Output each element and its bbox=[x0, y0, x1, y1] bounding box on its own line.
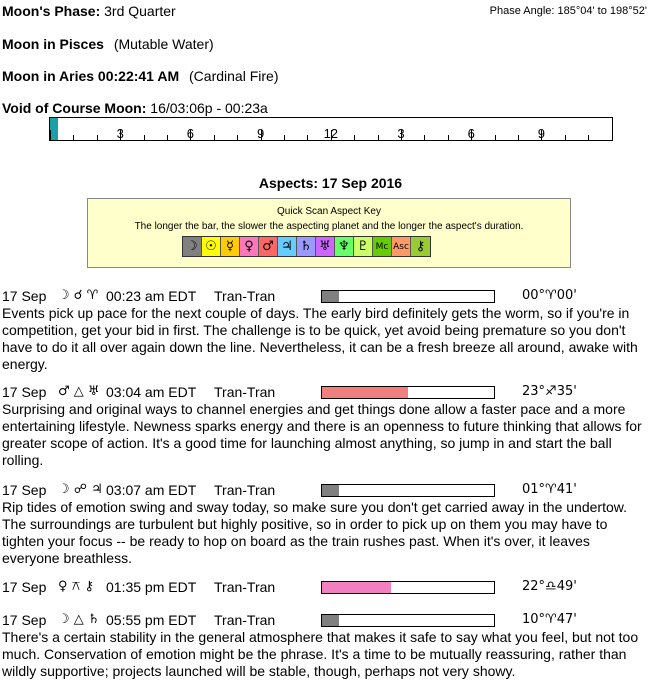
aspect-duration-bar bbox=[321, 290, 495, 303]
aspect-position: 10°♈47' bbox=[522, 612, 577, 627]
moon-phase-value: 3rd Quarter bbox=[104, 3, 176, 19]
aspect-duration-bar bbox=[321, 614, 495, 627]
aspect-glyphs: ☽ ☌ ♈ bbox=[58, 288, 99, 303]
voc-label: Void of Course Moon: bbox=[2, 100, 147, 116]
aspect-entry bbox=[0, 579, 661, 596]
aspect-entry bbox=[0, 288, 661, 373]
moon-phase-label: Moon's Phase: bbox=[2, 3, 101, 19]
aspect-duration-fill bbox=[322, 485, 339, 496]
aspect-date: 17 Sep bbox=[2, 612, 47, 628]
moon-sign-line-1 bbox=[2, 36, 214, 52]
aspect-type: Tran-Tran bbox=[214, 482, 276, 498]
timeline-tick bbox=[50, 130, 51, 140]
moon-sign-line-2 bbox=[2, 68, 278, 84]
aspect-key-box bbox=[87, 198, 571, 268]
moon-sign-2-value: (Cardinal Fire) bbox=[189, 68, 279, 84]
timeline-label: 6 bbox=[467, 126, 475, 141]
aspect-type: Tran-Tran bbox=[214, 579, 276, 595]
aspect-time: 01:35 pm EDT bbox=[106, 579, 197, 595]
timeline-tick bbox=[424, 135, 425, 140]
aspect-type: Tran-Tran bbox=[214, 612, 276, 628]
aspect-date: 17 Sep bbox=[2, 482, 47, 498]
moon-phase-line bbox=[2, 3, 176, 19]
aspect-entry bbox=[0, 482, 661, 567]
timeline-label: 3 bbox=[397, 126, 405, 141]
aspect-date: 17 Sep bbox=[2, 579, 47, 595]
timeline-tick bbox=[307, 135, 308, 140]
jupiter-glyph: ♃ bbox=[278, 237, 297, 256]
aspect-duration-bar bbox=[321, 386, 495, 399]
aspect-row bbox=[0, 384, 661, 401]
aspect-row bbox=[0, 288, 661, 305]
aspect-description: Surprising and original ways to channel energies and get things done allow a faster pace and a more entertaining lifestyle. Newness sparks energy and there is an openness to future thinking that allows for greater scope of action. It's a good time for launching almost anything, so jump in and start the ball rolling. bbox=[2, 401, 642, 468]
aspect-date: 17 Sep bbox=[2, 288, 47, 304]
aspect-position: 22°♎49' bbox=[522, 579, 577, 594]
timeline-tick bbox=[214, 135, 215, 140]
aspect-time: 03:07 am EDT bbox=[106, 482, 197, 498]
timeline-label: 9 bbox=[256, 126, 265, 141]
aspect-glyphs: ♂ △ ♅ bbox=[58, 384, 100, 399]
aspect-row bbox=[0, 579, 661, 596]
void-of-course-line bbox=[2, 100, 268, 116]
timeline-tick bbox=[73, 135, 74, 140]
timeline-tick bbox=[588, 135, 589, 140]
timeline-tick bbox=[378, 135, 379, 140]
aspect-date: 17 Sep bbox=[2, 384, 47, 400]
aspect-description: Rip tides of emotion swing and sway today, so make sure you don't get carried away in the undertow. The surroundings are turbulent but highly positive, so in order to pick up on them you may have to tighten your focus -- be ready to hop on board as the train rushes past. When it's over, it leaves everyone breathless. bbox=[2, 499, 627, 566]
timeline-label: 12 bbox=[323, 126, 339, 141]
mercury-glyph: ☿ bbox=[221, 237, 240, 256]
aspect-entry bbox=[0, 612, 661, 680]
timeline-tick bbox=[284, 135, 285, 140]
aspect-position: 23°♐35' bbox=[522, 384, 577, 399]
uranus-glyph: ♅ bbox=[316, 237, 335, 256]
timeline-tick bbox=[495, 135, 496, 140]
aspect-row bbox=[0, 482, 661, 499]
sun-glyph: ☉ bbox=[202, 237, 221, 256]
aspect-key-title: Quick Scan Aspect Key bbox=[277, 206, 381, 217]
moon-sign-1-label: Moon in Pisces bbox=[2, 36, 104, 52]
aspect-type: Tran-Tran bbox=[214, 384, 276, 400]
aspect-row bbox=[0, 612, 661, 629]
timeline-tick bbox=[97, 135, 98, 140]
aspect-duration-fill bbox=[322, 615, 339, 626]
aspect-glyphs: ☽ ☍ ♃ bbox=[58, 482, 103, 497]
moon-glyph: ☽ bbox=[183, 237, 202, 256]
voc-value: 16/03:06p - 00:23a bbox=[150, 100, 268, 116]
aspect-type: Tran-Tran bbox=[214, 288, 276, 304]
aspect-time: 00:23 am EDT bbox=[106, 288, 197, 304]
timeline-label: 6 bbox=[186, 126, 195, 141]
venus-glyph: ♀ bbox=[240, 237, 259, 256]
mars-glyph: ♂ bbox=[259, 237, 278, 256]
neptune-glyph: ♆ bbox=[335, 237, 354, 256]
aspect-duration-fill bbox=[322, 291, 339, 302]
aspect-duration-fill bbox=[322, 582, 391, 593]
aspect-key-description: The longer the bar, the slower the aspecting planet and the longer the aspect's duration. bbox=[134, 221, 524, 232]
ascendant-glyph: Asc bbox=[392, 237, 411, 256]
void-of-course-timeline bbox=[49, 117, 613, 141]
aspect-duration-fill bbox=[322, 387, 408, 398]
moon-sign-2-label: Moon in Aries 00:22:41 AM bbox=[2, 68, 180, 84]
aspect-description: There's a certain stability in the general atmosphere that makes it safe to say what you feel, but not too much. Conservation of emotion might be the phrase. It's a time to be mutually reassuring, rather than wildly supportive; projects launched will be stable, though, perhaps not very showy. bbox=[2, 629, 639, 679]
aspect-position: 01°♈41' bbox=[522, 482, 577, 497]
aspect-duration-bar bbox=[321, 581, 495, 594]
saturn-glyph: ♄ bbox=[297, 237, 316, 256]
aspect-time: 03:04 am EDT bbox=[106, 384, 197, 400]
aspect-glyphs: ☽ △ ♄ bbox=[58, 612, 100, 627]
chiron-glyph: ⚷ bbox=[411, 237, 430, 256]
timeline-tick bbox=[565, 135, 566, 140]
timeline-tick bbox=[518, 135, 519, 140]
aspect-description: Events pick up pace for the next couple of days. The early bird definitely gets the worm, so if you're in competition, get your bid in first. The challenge is to be quick, yet avoid being premature so you don't have to do it all over again down the line. Nevertheless, it can be a fresh breeze all around, awake with energy. bbox=[2, 305, 638, 372]
timeline-tick bbox=[354, 135, 355, 140]
aspect-duration-bar bbox=[321, 484, 495, 497]
timeline-label: 3 bbox=[116, 126, 124, 141]
timeline-tick bbox=[167, 135, 168, 140]
phase-angle: Phase Angle: 185°04' to 198°52' bbox=[489, 5, 647, 17]
aspect-entry bbox=[0, 384, 661, 469]
pluto-glyph: ♇ bbox=[354, 237, 373, 256]
timeline-label: 9 bbox=[537, 126, 546, 141]
timeline-tick bbox=[612, 130, 613, 140]
timeline-fill bbox=[50, 118, 58, 140]
aspect-position: 00°♈00' bbox=[522, 288, 577, 303]
aspect-glyphs: ♀ ⚻ ⚷ bbox=[58, 579, 94, 594]
aspects-title: Aspects: 17 Sep 2016 bbox=[258, 175, 403, 191]
aspect-time: 05:55 pm EDT bbox=[106, 612, 197, 628]
timeline-tick bbox=[237, 135, 238, 140]
planet-glyph-strip bbox=[182, 236, 431, 257]
timeline-tick bbox=[144, 135, 145, 140]
midheaven-glyph: Mc bbox=[373, 237, 392, 256]
timeline-tick bbox=[448, 135, 449, 140]
moon-sign-1-value: (Mutable Water) bbox=[113, 36, 214, 52]
